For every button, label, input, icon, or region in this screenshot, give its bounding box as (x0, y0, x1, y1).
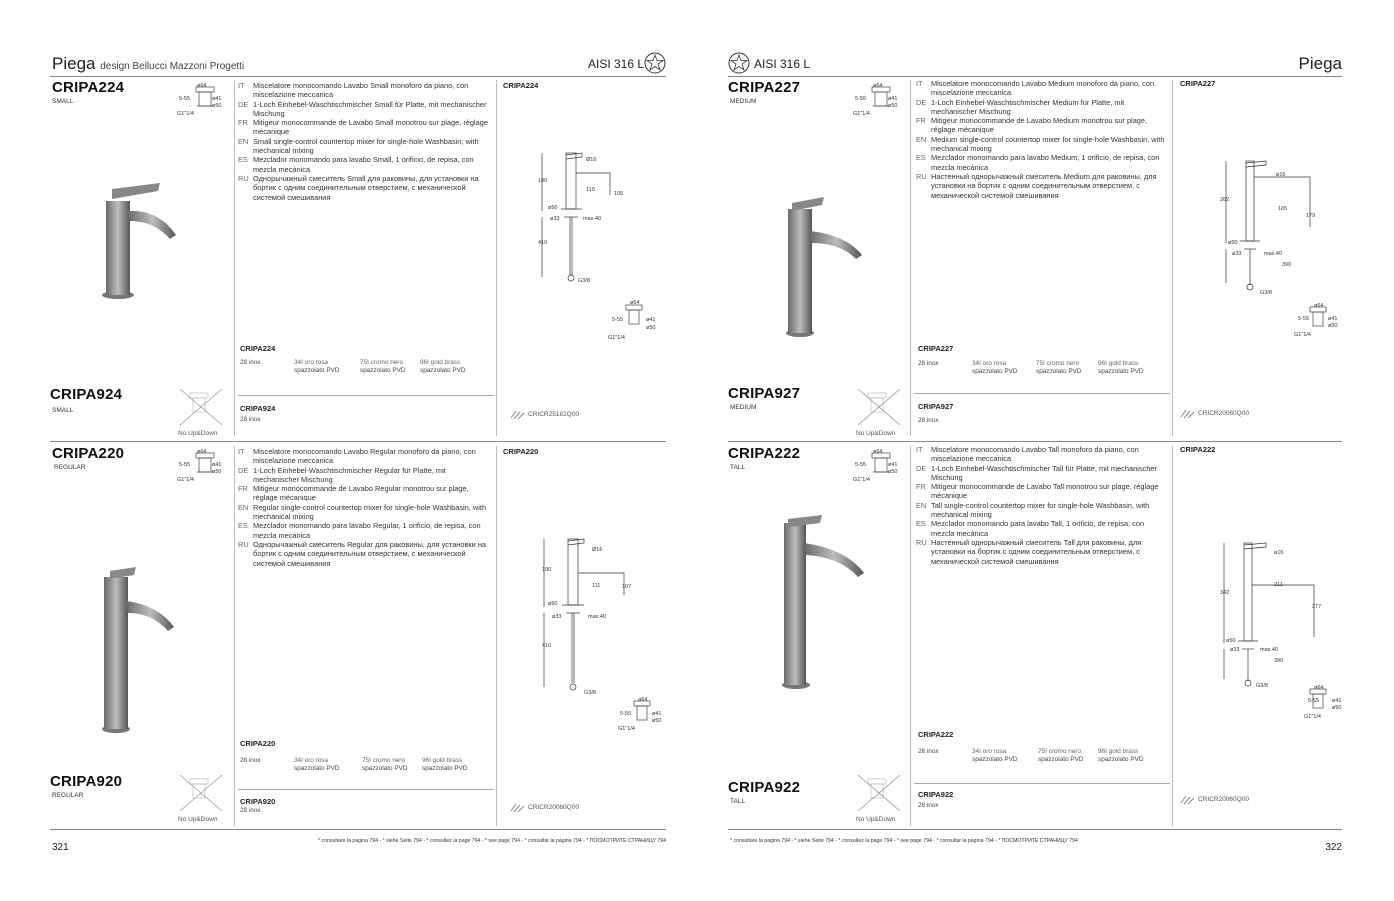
crossed-waste-icon (856, 387, 902, 427)
technical-drawing (526, 145, 626, 295)
brand-title-left: Piega design Bellucci Mazzoni Progetti (52, 54, 245, 73)
product-descriptions: IT Miscelatore monocomando Lavabo Medium monoforo da piano, con miscelazione meccanica DE 1-Loch Einhebel-Waschtischmischer Medium für Platte, mit mechanischer Mischung FR Mitigeur monocommande de Lavabo Medium monotrou sur plage, réglage mécanique EN Medium single-control countertop mixer for single-hole Washbasin, with mechanical mixing ES Mezclador monomando para lavabo Medium, 1 orificio, de repisa, con mezcla mecánica RU Настенный однорычажный смеситель Medium для раковины, для установки на бортик с одним соединительным отверстием, с механической системой смешивания (916, 79, 1165, 200)
product-variant: REGULAR (54, 464, 86, 471)
no-up-down-label: No Up&Down (856, 816, 896, 823)
product-code: CRIPA224 (52, 79, 125, 96)
product-block-cripa224: CRIPA224 SMALL ø64 5-55 ø41 ø50 G1"1/4 IT Miscelatore monocomando Lavabo Small monoforo da piano, con miscelazione meccanica DE 1-Loch Einhebel-Waschtischmischer Small für Platte, mit mechanischer Mischung FR Mitigeur monocommande de Lavabo Small monotrou sur plage, réglage mécanique EN Small single-control countertop mixer for single-hole Washbasin, with mechanical mixing ES Mezclador monomando para lavabo Small, 1 orificio, de repisa, con mezcla mecánica RU Однорычажный смеситель Small для раковины, для установки на бортик с одним соединительным отверстием, с механической системой смешивания CRIPA224 Ø16 180 110 105 ø50 ø33 max.40 410 G3/8 ø64 5-55 ø41 ø50 G1"1/4 CRIPA224 28 inox 34I oro rosa spazzolato PVD 75I cromo nero spazzolato PVD 96I gold brass spazzolato PVD CRIPA924 SMALL No Up&Down CRIPA924 28 inox CRICR25182Q00 (50, 77, 666, 441)
product-code: CRIPA220 (52, 445, 125, 462)
finish-gold-brass: 96I gold brass spazzolato PVD (420, 359, 466, 374)
product-block-cripa220: CRIPA220 REGULAR ø64 5-55 ø41 ø50 G1"1/4 IT Miscelatore monocomando Lavabo Regular monoforo da piano, con miscelazione meccanica DE 1-Loch Einhebel-Waschtischmischer Regular für Platte, mit mechanischer Mischung FR Mitigeur monocommande de Lavabo Regular monotrou sur plage, réglage mécanique EN Regular single-control countertop mixer for single-hole Washbasin, with mechanical mixing ES Mezclador monomando para lavabo Regular, 1 orificio, de repisa, con mezcla mecánica RU Однорычажный смеситель Regular для раковины, для установки на бортик с одним соединительным отверстием, с механической системой смешивания CRIPA220 Ø16 190 111 107 ø50 ø33 max.40 410 G3/8 ø64 5-55 ø41 ø50 G1"1/4 CRIPA220 28 inox 34I oro rosa spazzolato PVD 75I cromo nero spazzolato PVD 96I gold brass spazzolato PVD CRIPA920 REGULAR No Up&Down CRIPA920 28 inox CRICR20060Q00 (50, 443, 666, 828)
brand-title-right: Piega (1298, 54, 1342, 73)
crossed-waste-icon (178, 387, 224, 427)
no-up-down-label: No Up&Down (178, 816, 218, 823)
faucet-photo-small (98, 149, 198, 309)
brand-subtitle: design Bellucci Mazzoni Progetti (100, 61, 245, 72)
product-descriptions: IT Miscelatore monocomando Lavabo Tall monoforo da piano, con miscelazione meccanica DE 1-Loch Einhebel-Waschtischmischer Tall für Platte, mit mechanischer Mischung FR Mitigeur monocommande de Lavabo Tall monotrou sur plage, réglage mécanique EN Tall single-control countertop mixer for single-hole Washbasin, with mechanical mixing ES Mezclador monomando para lavabo Tall, 1 orificio, de repisa, con mezcla mecánica RU Настенный однорычажный смеситель Tall для раковины, для установки на бортик с одним соединительным отверстием, с механической системой смешивания (916, 445, 1159, 566)
product-block-cripa222: CRIPA222 TALL ø64 5-55 ø41 ø50 G1"1/4 IT Miscelatore monocomando Lavabo Tall monoforo da piano, con miscelazione meccanica DE 1-Loch Einhebel-Waschtischmischer Tall für Platte, mit mechanischer Mischung FR Mitigeur monocommande de Lavabo Tall monotrou sur plage, réglage mécanique EN Tall single-control countertop mixer for single-hole Washbasin, with mechanical mixing ES Mezclador monomando para lavabo Tall, 1 orificio, de repisa, con mezcla mecánica RU Настенный однорычажный смеситель Tall для раковины, для установки на бортик с одним соединительным отверстием, с механической системой смешивания CRIPA222 ø16 342 211 277 ø50 ø33 max.40 390 G3/8 ø64 5-55 ø41 ø50 G1"1/4 CRIPA222 28 inox 34I oro rosa spazzolato PVD 75I cromo nero spazzolato PVD 96I gold brass spazzolato PVD CRIPA922 TALL No Up&Down CRIPA922 28 inox CRICR20060Q00 (728, 443, 1342, 828)
star-seal-icon (644, 52, 666, 74)
finish-gold-brass: 96I gold brass spazzolato PVD (1098, 360, 1144, 375)
drawing-code: CRIPA222 (1180, 445, 1216, 454)
product-variant: MEDIUM (730, 98, 757, 105)
finish-code: CRIPA222 (918, 730, 954, 739)
technical-drawing (526, 533, 636, 703)
finish-code: CRIPA220 (240, 739, 276, 748)
drawing-code: CRIPA224 (503, 81, 539, 90)
no-up-down-label: No Up&Down (178, 430, 218, 437)
alt-product-code: CRIPA922 (728, 779, 801, 796)
product-code: CRIPA227 (728, 79, 801, 96)
product-descriptions: IT Miscelatore monocomando Lavabo Small monoforo da piano, con miscelazione meccanica DE 1-Loch Einhebel-Waschtischmischer Small für Platte, mit mechanischer Mischung FR Mitigeur monocommande de Lavabo Small monotrou sur plage, réglage mécanique EN Small single-control countertop mixer for single-hole Washbasin, with mechanical mixing ES Mezclador monomando para lavabo Small, 1 orificio, de repisa, con mezcla mecánica RU Однорычажный смеситель Small для раковины, для установки на бортик с одним соединительным отверстием, с механической системой смешивания (238, 81, 488, 202)
finish-cromo-nero: 75I cromo nero spazzolato PVD (362, 757, 408, 772)
faucet-photo-tall (774, 513, 884, 693)
page-number-left: 321 (52, 842, 69, 853)
product-descriptions: IT Miscelatore monocomando Lavabo Regular monoforo da piano, con miscelazione meccanica DE 1-Loch Einhebel-Waschtischmischer Regular für Platte, mit mechanischer Mischung FR Mitigeur monocommande de Lavabo Regular monotrou sur plage, réglage mécanique EN Regular single-control countertop mixer for single-hole Washbasin, with mechanical mixing ES Mezclador monomando para lavabo Regular, 1 orificio, de repisa, con mezcla mecánica RU Однорычажный смеситель Regular для раковины, для установки на бортик с одним соединительным отверстием, с механической системой смешивания (238, 447, 487, 568)
technical-drawing (1204, 541, 1334, 693)
material-label-left: AISI 316 L (588, 57, 645, 71)
accessory-icon (510, 801, 526, 813)
finish-oro-rosa: 34I oro rosa spazzolato PVD (294, 359, 340, 374)
technical-drawing (1206, 157, 1326, 297)
drawing-code: CRIPA227 (1180, 79, 1216, 88)
crossed-waste-icon (856, 773, 902, 813)
material-label-right: AISI 316 L (754, 57, 811, 71)
finish-oro-rosa: 34I oro rosa spazzolato PVD (972, 360, 1018, 375)
accessory-code: CRICR20060Q00 (1198, 796, 1249, 803)
product-block-cripa227: CRIPA227 MEDIUM ø64 5-55 ø41 ø50 G1"1/4 IT Miscelatore monocomando Lavabo Medium monoforo da piano, con miscelazione meccanica DE 1-Loch Einhebel-Waschtischmischer Medium für Platte, mit mechanischer Mischung FR Mitigeur monocommande de Lavabo Medium monotrou sur plage, réglage mécanique EN Medium single-control countertop mixer for single-hole Washbasin, with mechanical mixing ES Mezclador monomando para lavabo Medium, 1 orificio, de repisa, con mezcla mecánica RU Настенный однорычажный смеситель Medium для раковины, для установки на бортик с одним соединительным отверстием, с механической системой смешивания CRIPA227 ø16 262 165 179 ø50 ø33 max.40 390 G3/8 ø64 5-55 ø41 ø50 G1"1/4 CRIPA227 28 inox 34I oro rosa spazzolato PVD 75I cromo nero spazzolato PVD 96I gold brass spazzolato PVD CRIPA927 MEDIUM No Up&Down CRIPA927 28 inox CRICR20060Q00 (728, 77, 1342, 441)
accessory-code: CRICR20060Q00 (528, 804, 579, 811)
alt-product-code: CRIPA920 (50, 773, 123, 790)
finish-cromo-nero: 75I cromo nero spazzolato PVD (1038, 748, 1084, 763)
accessory-icon (1180, 793, 1196, 805)
product-variant: TALL (730, 464, 746, 471)
finish-oro-rosa: 34I oro rosa spazzolato PVD (972, 748, 1018, 763)
accessory-code: CRICR25182Q00 (528, 411, 579, 418)
accessory-code: CRICR20060Q00 (1198, 410, 1249, 417)
finish-gold-brass: 96I gold brass spazzolato PVD (1098, 748, 1144, 763)
footer-note-left: * consultare la pagina 794 - * siehe Seite 794 - * consultez la page 794 - * see page 794 - * consultar la página 794 - * ПОСМОТРИТЕ СТРАНИЦУ 794 (318, 838, 666, 844)
finish-cromo-nero: 75I cromo nero spazzolato PVD (360, 359, 406, 374)
finish-cromo-nero: 75I cromo nero spazzolato PVD (1036, 360, 1082, 375)
alt-product-code: CRIPA924 (50, 386, 123, 403)
finish-code: CRIPA224 (240, 344, 276, 353)
no-up-down-label: No Up&Down (856, 430, 896, 437)
product-variant: SMALL (52, 98, 74, 105)
drawing-code: CRIPA220 (503, 447, 539, 456)
finish-code: CRIPA227 (918, 344, 954, 353)
star-seal-icon (728, 52, 750, 74)
accessory-icon (1180, 407, 1196, 419)
finish-oro-rosa: 34I oro rosa spazzolato PVD (294, 757, 340, 772)
page-number-right: 322 (1325, 842, 1342, 853)
finish-gold-brass: 96I gold brass spazzolato PVD (422, 757, 468, 772)
faucet-photo-regular (96, 561, 196, 741)
crossed-waste-icon (178, 773, 224, 813)
product-code: CRIPA222 (728, 445, 801, 462)
faucet-photo-medium (778, 195, 888, 345)
alt-product-code: CRIPA927 (728, 385, 801, 402)
accessory-icon (510, 408, 526, 420)
footer-note-right: * consultare la pagina 794 - * siehe Seite 794 - * consultez la page 794 - * see page 794 - * consultar la página 794 - * ПОСМОТРИТЕ СТРАНИЦУ 794 (730, 838, 1078, 844)
